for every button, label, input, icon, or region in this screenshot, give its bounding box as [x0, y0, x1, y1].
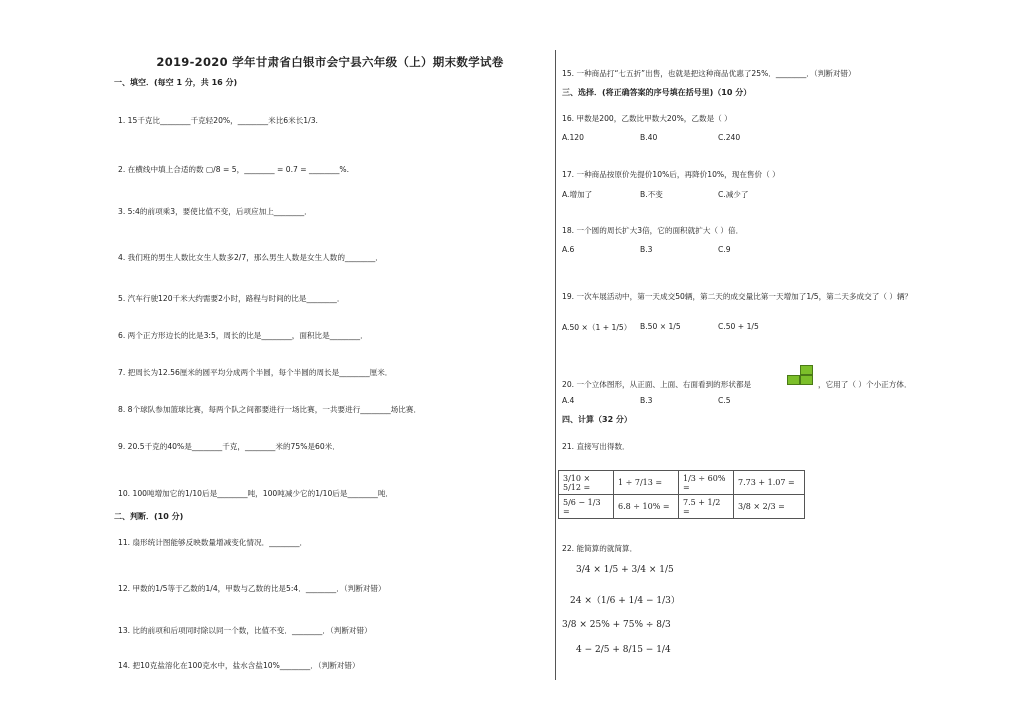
q17-option-c: C.减少了 — [718, 190, 749, 199]
q20-option-a: A.4 — [562, 396, 575, 405]
q18-option-b: B.3 — [640, 245, 653, 254]
simplify-expr-2: 24 ×（1/6 + 1/4 − 1/3） — [570, 596, 680, 606]
q16-option-b: B.40 — [640, 133, 658, 142]
question-9: 9. 20.5千克的40%是________千克，________米的75%是60米． — [118, 442, 340, 451]
q19-option-a: A.50 ×（1 + 1/5） — [562, 323, 632, 332]
question-13: 13. 比的前项和后项同时除以同一个数，比值不变．________．（判断对错） — [118, 626, 372, 635]
question-16: 16. 甲数是200，乙数比甲数大20%，乙数是（ ） — [562, 114, 732, 123]
question-12: 12. 甲数的1/5等于乙数的1/4，甲数与乙数的比是5:4．________．（判断对错） — [118, 584, 386, 593]
calc-cell: 3/10 × 5/12 = — [559, 471, 614, 495]
calc-row — [559, 471, 805, 495]
question-7: 7. 把周长为12.56厘米的圆平均分成两个半圆，每个半圆的周长是________厘米． — [118, 368, 393, 377]
question-5: 5. 汽车行驶120千米大约需要2小时，路程与时间的比是________． — [118, 294, 345, 303]
question-22: 22. 能简算的就简算． — [562, 544, 638, 553]
q19-option-c: C.50 + 1/5 — [718, 322, 759, 331]
q19-option-b: B.50 × 1/5 — [640, 322, 681, 331]
cube-top — [800, 365, 813, 375]
calc-table — [558, 470, 805, 519]
question-4: 4. 我们班的男生人数比女生人数多2/7，那么男生人数是女生人数的________． — [118, 253, 383, 262]
question-1: 1. 15千克比________千克轻20%，________米比6米长1/3. — [118, 116, 318, 125]
cube-figure — [787, 365, 815, 387]
question-18: 18. 一个圆的周长扩大3倍，它的面积就扩大（ ）倍． — [562, 226, 744, 235]
question-2: 2. 在横线中填上合适的数 ▢/8 = 5，________ = 0.7 = ________%. — [118, 165, 350, 174]
page-title: 2019-2020 学年甘肃省白银市会宁县六年级（上）期末数学试卷 — [156, 55, 504, 69]
q20-option-c: C.5 — [718, 396, 731, 405]
section-choice: 三、选择．(将正确答案的序号填在括号里)（10 分） — [562, 88, 752, 97]
q17-option-a: A.增加了 — [562, 190, 593, 199]
q17-option-b: B.不变 — [640, 190, 663, 199]
question-10: 10. 100吨增加它的1/10后是________吨，100吨减少它的1/10后是________吨． — [118, 489, 394, 498]
cube-bottom-left — [787, 375, 800, 385]
calc-cell: 5/6 − 1/3 = — [559, 495, 614, 519]
calc-cell: 3/8 × 2/3 = — [734, 495, 805, 519]
calc-row — [559, 495, 805, 519]
q20-option-b: B.3 — [640, 396, 653, 405]
q16-option-a: A.120 — [562, 133, 584, 142]
question-3: 3. 5:4的前项乘3，要使比值不变，后项应加上________． — [118, 207, 312, 216]
calc-cell: 1 ÷ 7/13 = — [614, 471, 679, 495]
q18-option-c: C.9 — [718, 245, 731, 254]
column-divider — [555, 50, 556, 680]
question-21: 21. 直接写出得数． — [562, 442, 630, 451]
cube-bottom-right — [800, 375, 813, 385]
section-calc: 四、计算（32 分） — [562, 415, 632, 424]
calc-cell: 7.5 + 1/2 = — [679, 495, 734, 519]
question-20-text: 20. 一个立体图形，从正面、上面、右面看到的形状都是 — [562, 380, 752, 389]
question-15: 15. 一种商品打“七五折”出售，也就是把这种商品优惠了25%．________．（判断对错） — [562, 69, 856, 78]
question-14: 14. 把10克盐溶化在100克水中，盐水含盐10%________．（判断对错） — [118, 661, 360, 670]
q16-option-c: C.240 — [718, 133, 741, 142]
calc-cell: 6.8 ÷ 10% = — [614, 495, 679, 519]
simplify-expr-1: 3/4 × 1/5 + 3/4 × 1/5 — [576, 565, 674, 575]
calc-cell: 1/3 ÷ 60% = — [679, 471, 734, 495]
simplify-expr-4: 4 − 2/5 + 8/15 − 1/4 — [576, 645, 671, 655]
question-20-tail: ，它用了（ ）个小正方体． — [818, 380, 912, 389]
question-6: 6. 两个正方形边长的比是3:5，周长的比是________，面积比是________． — [118, 331, 368, 340]
q18-option-a: A.6 — [562, 245, 575, 254]
question-19: 19. 一次车展活动中，第一天成交50辆，第二天的成交量比第一天增加了1/5，第二天多成交了（ ）辆？ — [562, 292, 913, 301]
question-11: 11. 扇形统计图能够反映数量增减变化情况．________． — [118, 538, 308, 547]
question-17: 17. 一种商品按原价先提价10%后，再降价10%，现在售价（ ） — [562, 170, 780, 179]
calc-cell: 7.73 + 1.07 = — [734, 471, 805, 495]
question-8: 8. 8个球队参加篮球比赛，每两个队之间都要进行一场比赛，一共要进行________场比赛． — [118, 405, 422, 414]
simplify-expr-3: 3/8 × 25% + 75% ÷ 8/3 — [562, 620, 671, 630]
section-judge: 二、判断．(10 分) — [114, 512, 184, 521]
section-fill-blank: 一、填空．(每空 1 分，共 16 分) — [114, 78, 238, 87]
